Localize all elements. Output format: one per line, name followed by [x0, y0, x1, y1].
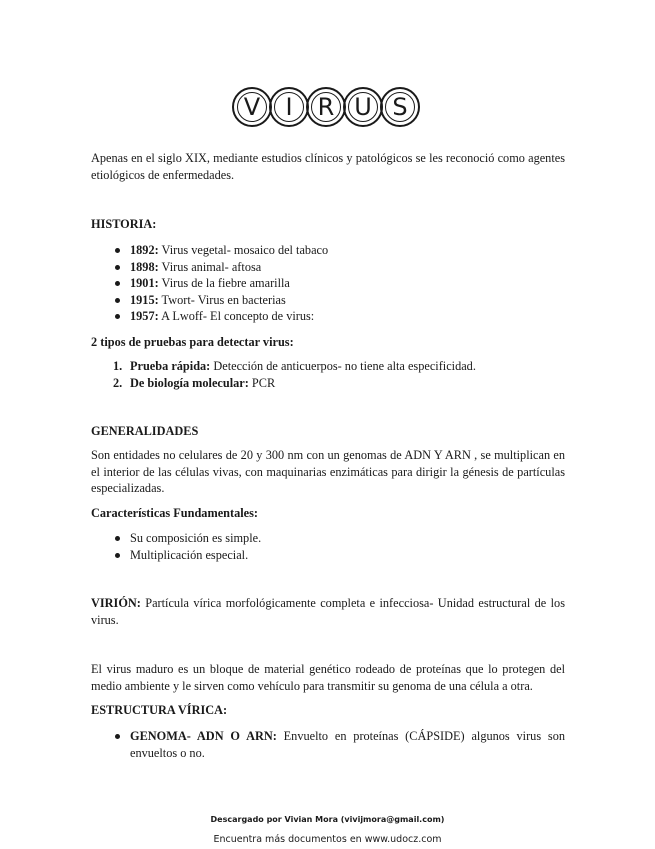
generalidades-paragraph: Son entidades no celulares de 20 y 300 nm con un genomas de ADN Y ARN , se multiplican en el interior de las células vivas, con maquinarias enzimáticas para dirigir la génesis de partículas especializadas. [91, 448, 565, 495]
generalidades-heading: GENERALIDADES [91, 424, 199, 438]
historia-list [113, 242, 565, 325]
caracteristicas-list [113, 530, 565, 563]
caracteristicas-heading: Características Fundamentales: [91, 506, 258, 520]
list-item: 1. Prueba rápida: Detección de anticuerpos- no tiene alta especificidad. [113, 359, 476, 373]
list-item: 1915: Twort- Virus en bacterias [113, 292, 565, 309]
virion-paragraph: VIRIÓN: Partícula vírica morfológicamente completa e infecciosa- Unidad estructural de los virus. [91, 596, 565, 627]
list-item: 1957: A Lwoff- El concepto de virus: [113, 308, 565, 325]
footer-more-documents: Encuentra más documentos en www.udocz.com [213, 834, 442, 845]
estructura-list [113, 728, 565, 761]
title-letter: I [269, 87, 309, 127]
list-item: 1898: Virus animal- aftosa [113, 259, 565, 276]
title-letter: R [306, 87, 346, 127]
list-item: 1901: Virus de la fiebre amarilla [113, 275, 565, 292]
title-virus [0, 87, 655, 133]
title-letter: V [232, 87, 272, 127]
pruebas-heading: 2 tipos de pruebas para detectar virus: [91, 335, 294, 349]
title-letter: S [380, 87, 420, 127]
title-letter: U [343, 87, 383, 127]
maduro-paragraph: El virus maduro es un bloque de material genético rodeado de proteínas que lo protegen del medio ambiente y le sirven como vehículo para transmitir su genoma de una célula a otra. [91, 662, 565, 693]
list-item: Multiplicación especial. [113, 547, 565, 564]
pruebas-list [113, 358, 565, 391]
list-item: Su composición es simple. [113, 530, 565, 547]
list-item: 2. De biología molecular: PCR [113, 375, 276, 390]
footer-downloaded: Descargado por Vivian Mora (vivijmora@gmail.com) [210, 815, 445, 824]
intro-paragraph: Apenas en el siglo XIX, mediante estudios clínicos y patológicos se les reconoció como agentes etiológicos de enfermedades. [91, 151, 565, 182]
historia-heading: HISTORIA: [91, 217, 157, 231]
list-item: 1892: Virus vegetal- mosaico del tabaco [113, 242, 565, 259]
list-item: GENOMA- ADN O ARN: Envuelto en proteínas (CÁPSIDE) algunos virus son envueltos o no. [113, 728, 565, 761]
estructura-heading: ESTRUCTURA VÍRICA: [91, 703, 228, 717]
